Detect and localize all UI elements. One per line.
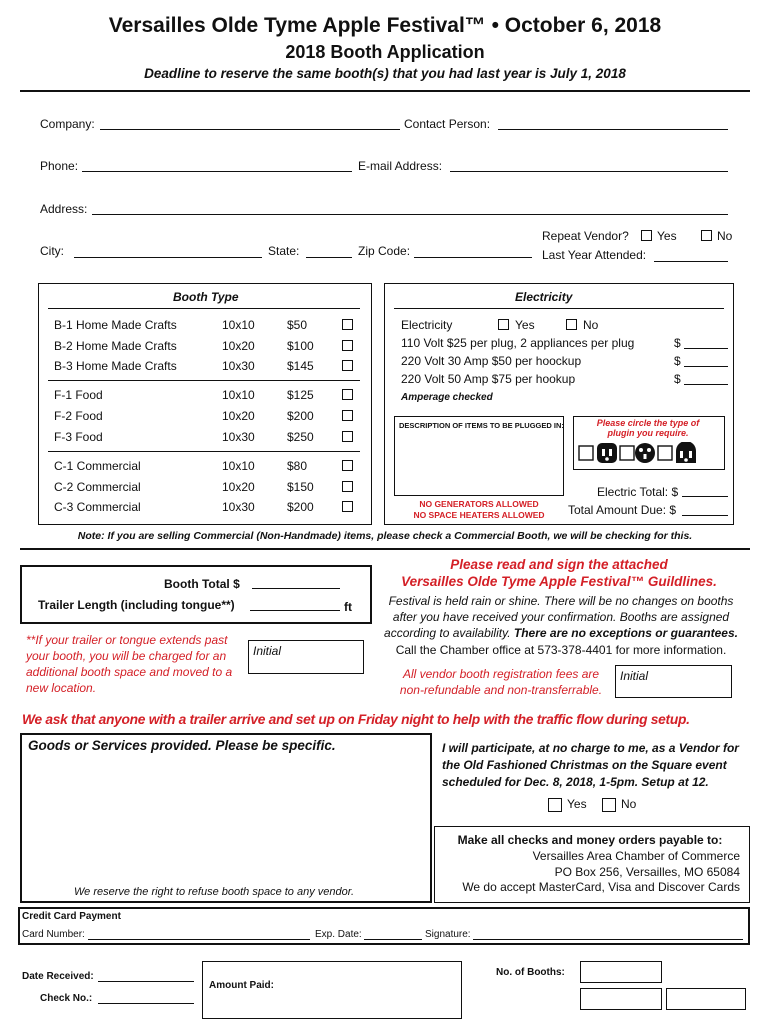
booth-row-price: $125 <box>287 388 314 402</box>
repeat-vendor-yes-label: Yes <box>657 229 677 243</box>
trailer-banner: We ask that anyone with a trailer arrive and set up on Friday night to help with the traffic flow during setup. <box>22 712 690 727</box>
repeat-vendor-label: Repeat Vendor? <box>542 229 629 243</box>
contact-person-field[interactable] <box>498 129 728 130</box>
num-booths-box-2[interactable] <box>580 988 662 1010</box>
guidelines-initial-label: Initial <box>620 669 649 683</box>
credit-card-heading: Credit Card Payment <box>22 911 121 922</box>
booth-row-price: $150 <box>287 480 314 494</box>
description-label: DESCRIPTION OF ITEMS TO BE PLUGGED IN: <box>399 421 564 430</box>
payable-line-3: PO Box 256, Versailles, MO 65084 <box>554 865 740 879</box>
last-year-field[interactable] <box>654 261 728 262</box>
page-subtitle: 2018 Booth Application <box>285 42 485 62</box>
electricity-no-label: No <box>583 318 599 332</box>
electricity-label: Electricity <box>401 318 453 332</box>
goods-box[interactable] <box>20 733 432 903</box>
volt-220-50-label: 220 Volt 50 Amp $75 per hookup <box>401 372 576 386</box>
volt-220-30-field[interactable] <box>684 366 728 367</box>
trailer-length-field[interactable] <box>250 610 340 611</box>
reserve-note: We reserve the right to refuse booth space to any vendor. <box>74 886 355 898</box>
payable-line-1: Make all checks and money orders payable to: <box>457 833 723 847</box>
booth-row-checkbox[interactable] <box>342 360 353 371</box>
volt-220-50-dollar: $ <box>674 372 681 386</box>
plugin-note: Please circle the type of plugin you require. <box>596 418 700 438</box>
goods-heading: Goods or Services provided. Please be specific. <box>28 738 336 753</box>
signature-field[interactable] <box>473 939 743 940</box>
date-received-field[interactable] <box>98 981 194 982</box>
electricity-heading-rule <box>394 308 724 309</box>
repeat-vendor-yes-checkbox[interactable] <box>641 230 652 241</box>
repeat-vendor-no-checkbox[interactable] <box>701 230 712 241</box>
booth-row-price: $200 <box>287 409 314 423</box>
electric-total-field[interactable] <box>682 496 728 497</box>
volt-220-50-field[interactable] <box>684 384 728 385</box>
volt-220-30-dollar: $ <box>674 354 681 368</box>
trailer-initial-label: Initial <box>253 644 282 658</box>
christmas-yes-label: Yes <box>567 797 587 811</box>
check-no-label: Check No.: <box>40 993 93 1004</box>
booth-group-divider-2 <box>48 451 360 452</box>
booth-row-name: B-3 Home Made Crafts <box>54 359 177 373</box>
booth-row-name: C-2 Commercial <box>54 480 141 494</box>
booth-row-size: 10x30 <box>222 500 255 514</box>
volt-110-field[interactable] <box>684 348 728 349</box>
christmas-no-checkbox[interactable] <box>602 798 616 812</box>
booth-row-price: $50 <box>287 318 308 332</box>
exp-date-label: Exp. Date: <box>315 929 362 940</box>
booth-row-checkbox[interactable] <box>342 501 353 512</box>
header-rule <box>20 90 750 92</box>
guidelines-call: Call the Chamber office at 573-378-4401 for more information. <box>395 643 727 657</box>
amount-paid-label: Amount Paid: <box>209 980 274 991</box>
address-field[interactable] <box>92 214 728 215</box>
contact-person-label: Contact Person: <box>404 117 491 131</box>
company-field[interactable] <box>100 129 400 130</box>
booth-row-checkbox[interactable] <box>342 481 353 492</box>
trailer-note: **If your trailer or tongue extends past your booth, you will be charged for an additional booth space and moved to a new location. <box>26 633 233 695</box>
trailer-length-label: Trailer Length (including tongue**) <box>38 598 235 612</box>
booth-row-size: 10x30 <box>222 430 255 444</box>
booth-row-price: $80 <box>287 459 308 473</box>
booth-row-name: B-2 Home Made Crafts <box>54 339 177 353</box>
zip-field[interactable] <box>414 257 532 258</box>
totals-box <box>20 565 372 624</box>
guidelines-heading-2: Versailles Olde Tyme Apple Festival™ Guildlines. <box>401 574 717 589</box>
booth-row-size: 10x20 <box>222 339 255 353</box>
booth-row-price: $250 <box>287 430 314 444</box>
no-heaters-note: NO SPACE HEATERS ALLOWED <box>413 510 545 520</box>
booth-row-name: F-1 Food <box>54 388 103 402</box>
electric-total-label: Electric Total: $ <box>597 485 679 499</box>
booth-row-checkbox[interactable] <box>342 340 353 351</box>
electricity-no-checkbox[interactable] <box>566 319 577 330</box>
plugin-types-icon[interactable] <box>578 442 722 466</box>
booth-row-price: $145 <box>287 359 314 373</box>
address-label: Address: <box>40 202 88 216</box>
guidelines-paragraph: Festival is held rain or shine. There will be no changes on booths after you have received your confirmation. Booths are assigned according to availability. <box>384 594 734 640</box>
company-label: Company: <box>40 117 95 131</box>
guidelines-heading-1: Please read and sign the attached <box>450 557 668 572</box>
fees-note: All vendor booth registration fees are non-refundable and non-transferrable. <box>399 667 603 697</box>
total-due-field[interactable] <box>682 515 728 516</box>
booth-row-name: C-1 Commercial <box>54 459 141 473</box>
trailer-ft-label: ft <box>344 600 352 614</box>
booth-row-name: F-3 Food <box>54 430 103 444</box>
christmas-text: I will participate, at no charge to me, as a Vendor for the Old Fashioned Christmas on the Square event scheduled for Dec. 8, 2018, 1-5pm. Setup at 12. <box>442 741 739 789</box>
volt-110-dollar: $ <box>674 336 681 350</box>
commercial-note: Note: If you are selling Commercial (Non-Handmade) items, please check a Commercial Booth, we will be checking for this. <box>77 530 693 542</box>
electricity-yes-checkbox[interactable] <box>498 319 509 330</box>
booth-total-label: Booth Total $ <box>164 577 240 591</box>
check-no-field[interactable] <box>98 1003 194 1004</box>
card-number-label: Card Number: <box>22 929 85 940</box>
phone-label: Phone: <box>40 159 79 173</box>
booth-total-field[interactable] <box>252 588 340 589</box>
city-field[interactable] <box>74 257 262 258</box>
last-year-label: Last Year Attended: <box>542 248 647 262</box>
payable-line-2: Versailles Area Chamber of Commerce <box>532 849 740 863</box>
volt-220-30-label: 220 Volt 30 Amp $50 per hoockup <box>401 354 582 368</box>
booth-row-name: C-3 Commercial <box>54 500 141 514</box>
no-generators-note: NO GENERATORS ALLOWED <box>419 499 539 509</box>
booth-group-divider-1 <box>48 380 360 381</box>
booth-row-price: $200 <box>287 500 314 514</box>
date-received-label: Date Received: <box>22 971 94 982</box>
page-title: Versailles Olde Tyme Apple Festival™ • October 6, 2018 <box>108 14 662 37</box>
booth-row-size: 10x10 <box>222 459 255 473</box>
phone-field[interactable] <box>82 171 352 172</box>
booth-row-checkbox[interactable] <box>342 460 353 471</box>
christmas-no-label: No <box>621 797 637 811</box>
num-booths-box-1[interactable] <box>580 961 662 983</box>
card-number-field[interactable] <box>88 939 310 940</box>
zip-label: Zip Code: <box>358 244 411 258</box>
electricity-heading: Electricity <box>515 290 573 304</box>
num-booths-label: No. of Booths: <box>496 967 565 978</box>
booth-row-price: $100 <box>287 339 314 353</box>
amperage-note: Amperage checked <box>401 392 493 403</box>
note-rule <box>20 548 750 550</box>
num-booths-box-3[interactable] <box>666 988 746 1010</box>
email-label: E-mail Address: <box>358 159 443 173</box>
total-due-label: Total Amount Due: $ <box>568 503 677 517</box>
booth-row-size: 10x30 <box>222 359 255 373</box>
booth-row-size: 10x20 <box>222 480 255 494</box>
booth-row-checkbox[interactable] <box>342 319 353 330</box>
christmas-yes-checkbox[interactable] <box>548 798 562 812</box>
exp-date-field[interactable] <box>364 939 422 940</box>
deadline-notice: Deadline to reserve the same booth(s) that you had last year is July 1, 2018 <box>144 66 626 81</box>
booth-row-checkbox[interactable] <box>342 410 353 421</box>
booth-row-name: F-2 Food <box>54 409 103 423</box>
plugin-icons[interactable] <box>578 442 722 466</box>
guidelines-no-exceptions: There are no exceptions or guarantees. <box>513 626 738 640</box>
guidelines-text <box>380 593 742 641</box>
city-label: City: <box>40 244 64 258</box>
booth-row-checkbox[interactable] <box>342 389 353 400</box>
booth-row-name: B-1 Home Made Crafts <box>54 318 177 332</box>
booth-row-checkbox[interactable] <box>342 431 353 442</box>
electricity-yes-label: Yes <box>515 318 535 332</box>
booth-row-size: 10x20 <box>222 409 255 423</box>
state-label: State: <box>268 244 300 258</box>
volt-110-label: 110 Volt $25 per plug, 2 appliances per plug <box>401 336 635 350</box>
booth-heading-rule <box>48 308 360 309</box>
booth-row-size: 10x10 <box>222 388 255 402</box>
repeat-vendor-no-label: No <box>717 229 733 243</box>
booth-type-heading: Booth Type <box>173 290 239 304</box>
payable-line-4: We do accept MasterCard, Visa and Discover Cards <box>462 880 740 894</box>
state-field[interactable] <box>306 257 352 258</box>
email-field[interactable] <box>450 171 728 172</box>
signature-label: Signature: <box>425 929 471 940</box>
booth-row-size: 10x10 <box>222 318 255 332</box>
